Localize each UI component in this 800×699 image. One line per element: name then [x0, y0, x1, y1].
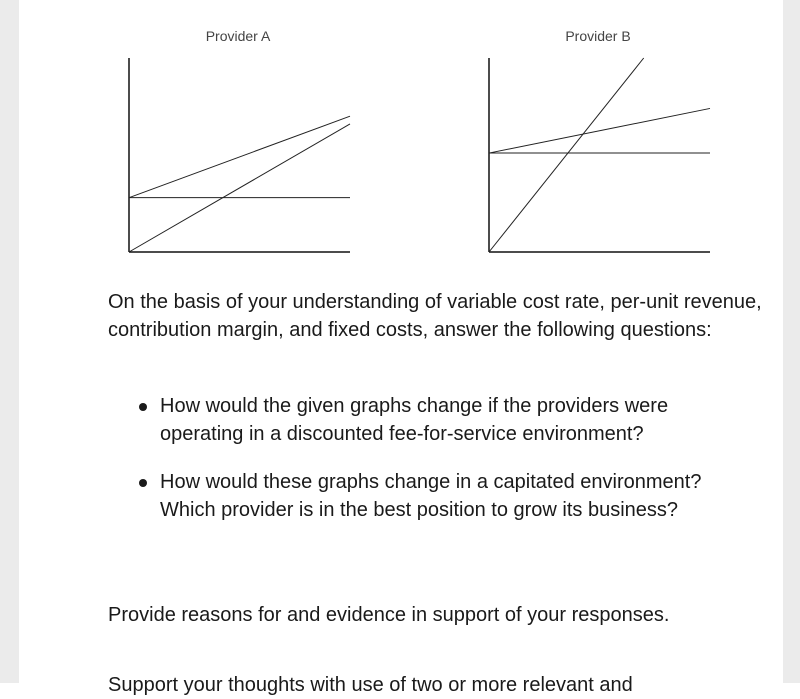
provider-a-steep-line [129, 124, 350, 252]
provider-b-shallow-line [489, 108, 710, 153]
closing-paragraph: Provide reasons for and evidence in support of your responses. [108, 604, 670, 626]
question-item: How would the given graphs change if the providers were operating in a discounted fee-for-service environment? [108, 392, 748, 448]
provider-a-title: Provider A [205, 28, 271, 44]
left-margin-band [0, 0, 19, 683]
provider-b-chart [478, 20, 723, 260]
provider-a-shallow-line [129, 116, 350, 197]
provider-b-svg [478, 20, 723, 260]
cutoff-paragraph: Support your thoughts with use of two or more relevant and [108, 674, 633, 696]
intro-paragraph: On the basis of your understanding of variable cost rate, per-unit revenue, contribution margin, and fixed costs, answer the following questions: [108, 291, 762, 341]
provider-a-svg [118, 20, 363, 260]
provider-a-chart [118, 20, 363, 260]
provider-b-title: Provider B [565, 28, 631, 44]
question-list [108, 392, 748, 544]
right-margin-band [783, 0, 800, 683]
question-item: How would these graphs change in a capitated environment? Which provider is in the best position to grow its business? [108, 468, 748, 524]
provider-b-steep-line [489, 58, 644, 252]
